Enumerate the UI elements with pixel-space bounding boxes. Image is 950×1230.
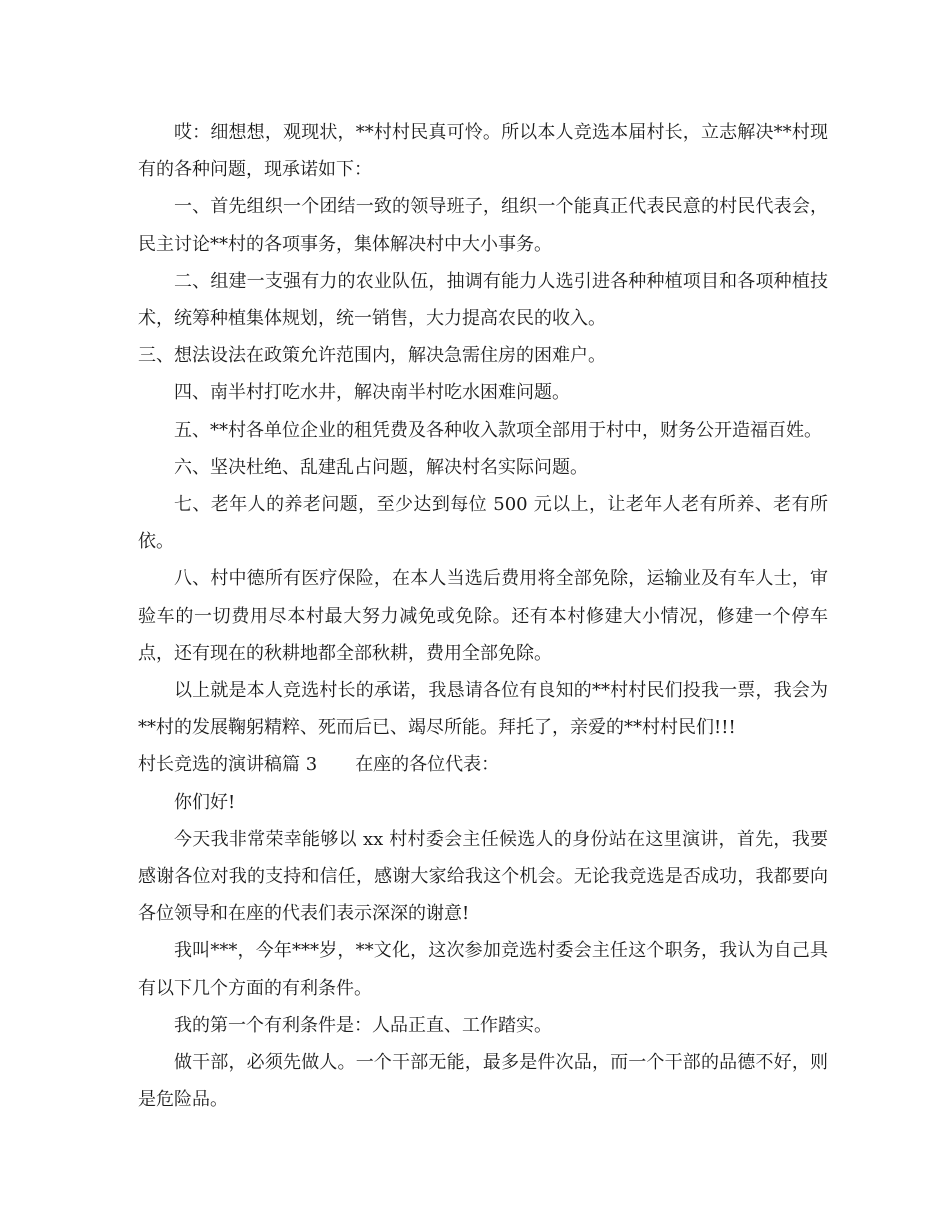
paragraph-self-intro: 我叫***，今年***岁，**文化，这次参加竞选村委会主任这个职务，我认为自己具有以下几个方面的有利条件。 — [138, 940, 828, 999]
paragraph-pledge-4: 四、南半村打吃水井，解决南半村吃水困难问题。 — [174, 382, 570, 404]
paragraph-condition-1: 我的第一个有利条件是：人品正直、工作踏实。 — [174, 1014, 552, 1036]
paragraph-closing: 以上就是本人竞选村长的承诺，我恳请各位有良知的**村村民们投我一票，我会为**村的发展鞠躬精粹、死而后已、竭尽所能。拜托了，亲爱的**村村民们!!! — [138, 680, 828, 739]
paragraph-thanks: 今天我非常荣幸能够以 xx 村村委会主任候选人的身份站在这里演讲，首先，我要感谢各位对我的支持和信任，感谢大家给我这个机会。无论我竞选是否成功，我都要向各位领导和在座的代表们表示深深的谢意! — [138, 828, 828, 925]
paragraph-pledge-5: 五、**村各单位企业的租凭费及各种收入款项全部用于村中，财务公开造福百姓。 — [174, 419, 822, 441]
paragraph-pledge-8: 八、村中德所有医疗保险，在本人当选后费用将全部免除，运输业及有车人士，审验车的一切费用尽本村最大努力减免或免除。还有本村修建大小情况，修建一个停车点，还有现在的秋耕地都全部秋耕，费用全部免除。 — [138, 568, 828, 664]
paragraph-intro: 哎：细想想，观现状，**村村民真可怜。所以本人竞选本届村长，立志解决**村现有的各种问题，现承诺如下： — [138, 122, 828, 181]
document-body — [138, 114, 828, 1118]
section-greeting: 在座的各位代表： — [355, 754, 500, 776]
paragraph-character: 做干部，必须先做人。一个干部无能，最多是件次品，而一个干部的品德不好，则是危险品。 — [138, 1052, 828, 1111]
paragraph-pledge-3: 三、想法设法在政策允许范围内，解决急需住房的困难户。 — [138, 345, 606, 367]
paragraph-pledge-2: 二、组建一支强有力的农业队伍，抽调有能力人选引进各种种植项目和各项种植技术，统筹种植集体规划，统一销售，大力提高农民的收入。 — [138, 270, 828, 330]
section-heading — [138, 746, 828, 783]
paragraph-pledge-7: 七、老年人的养老问题，至少达到每位 500 元以上，让老年人老有所养、老有所依。 — [138, 494, 828, 553]
paragraph-pledge-1: 一、首先组织一个团结一致的领导班子，组织一个能真正代表民意的村民代表会，民主讨论**村的各项事务，集体解决村中大小事务。 — [138, 196, 828, 255]
section-title: 村长竞选的演讲稿篇 3 — [138, 754, 318, 776]
paragraph-pledge-6: 六、坚决杜绝、乱建乱占问题，解决村名实际问题。 — [174, 456, 588, 478]
paragraph-hello: 你们好! — [174, 791, 236, 813]
